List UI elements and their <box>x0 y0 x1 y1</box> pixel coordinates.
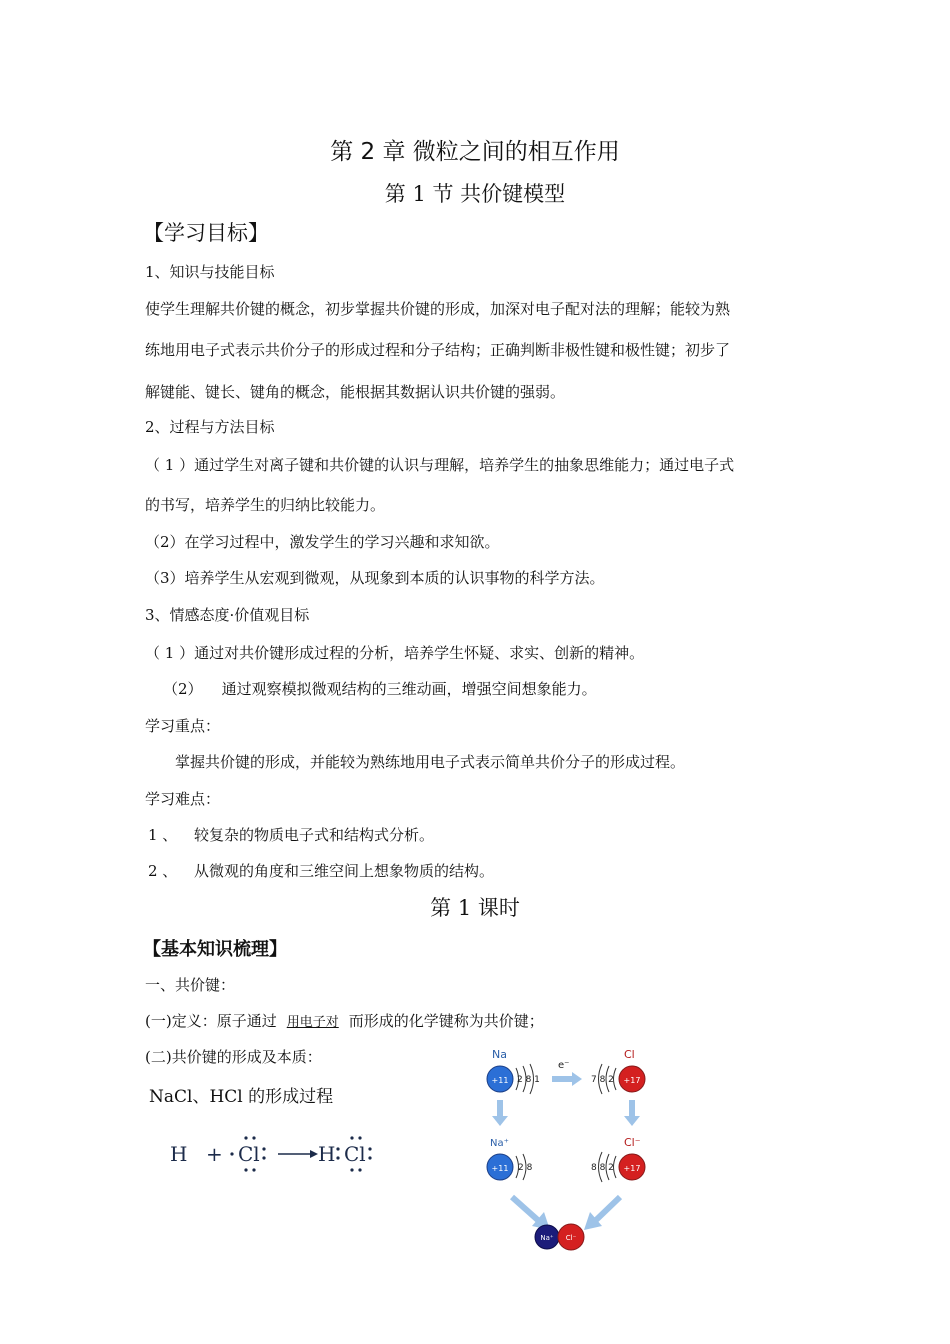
formation-process-label: NaCl、HCl 的形成过程 <box>149 1087 334 1107</box>
cl-ion-core-label: +17 <box>623 1164 641 1173</box>
obj1-line: 练地用电子式表示共价分子的形成过程和分子结构；正确判断非极性键和极性键；初步了 <box>145 341 731 359</box>
section-title: 第 1 节 共价键模型 <box>384 182 566 206</box>
electron-label: e⁻ <box>558 1060 570 1071</box>
electron-dot <box>262 1147 265 1150</box>
plus-sign: + <box>206 1142 223 1166</box>
cl-atom: Cl <box>238 1142 260 1166</box>
electron-dot <box>244 1168 247 1171</box>
cl-ion-shells: 8 8 2 <box>591 1163 614 1173</box>
na-core-label: +11 <box>491 1076 509 1085</box>
arrow-head <box>310 1150 318 1158</box>
na-shells: 2 8 1 <box>517 1075 540 1085</box>
down-arrow <box>497 1100 503 1116</box>
obj2-line: 的书写，培养学生的归纳比较能力。 <box>145 496 386 514</box>
definition-suffix: 而形成的化学键称为共价键； <box>348 1012 544 1030</box>
nacl-diagram-graphic <box>470 1042 670 1257</box>
key-points-heading: 学习重点： <box>145 717 221 735</box>
electron-dot <box>358 1168 361 1171</box>
h-atom: H <box>318 1142 336 1166</box>
electron-dot <box>358 1136 361 1139</box>
na-ion-label: Na⁺ <box>490 1138 509 1149</box>
obj2-line: （2）在学习过程中，激发学生的学习兴趣和求知欲。 <box>145 533 500 551</box>
transfer-arrow <box>552 1076 572 1082</box>
down-arrow <box>629 1100 635 1116</box>
electron-dot <box>368 1156 371 1159</box>
na-ion-core-label: +11 <box>491 1164 509 1173</box>
na-ion-shells: 2 8 <box>518 1163 533 1173</box>
key-points-text: 掌握共价键的形成，并能较为熟练地用电子式表示简单共价分子的形成过程。 <box>175 753 686 771</box>
definition-blank: 用电子对 <box>286 1015 339 1030</box>
formation-heading: (二)共价键的形成及本质： <box>145 1048 322 1066</box>
hcl-equation <box>160 1128 390 1178</box>
difficulty-number: 1 、 <box>148 826 178 844</box>
difficulty-text: 从微观的角度和三维空间上想象物质的结构。 <box>194 862 495 880</box>
obj2-heading: 2、过程与方法目标 <box>145 418 275 436</box>
obj1-heading: 1、知识与技能目标 <box>145 263 275 281</box>
obj2-line: （3）培养学生从宏观到微观，从现象到本质的认识事物的科学方法。 <box>145 569 605 587</box>
hcl-equation-graphic <box>160 1128 390 1178</box>
basic-knowledge-heading: 【基本知识梳理】 <box>143 939 287 960</box>
difficulties-heading: 学习难点： <box>145 790 221 808</box>
diagonal-arrow <box>512 1197 540 1222</box>
covalent-heading: 一、共价键： <box>145 976 236 994</box>
definition-prefix: (一)定义：原子通过 <box>145 1012 277 1030</box>
electron-dot <box>262 1156 265 1159</box>
obj1-line: 使学生理解共价键的概念，初步掌握共价键的形成，加深对电子配对法的理解；能较为熟 <box>145 300 731 318</box>
down-arrow-head <box>624 1116 640 1126</box>
electron-dot <box>336 1156 339 1159</box>
objectives-heading: 【学习目标】 <box>143 221 269 245</box>
na-label: Na <box>492 1048 507 1061</box>
cl-label: Cl <box>624 1048 635 1061</box>
obj3-heading: 3、情感态度·价值观目标 <box>145 606 310 624</box>
difficulty-number: 2 、 <box>148 862 178 880</box>
electron-dot <box>252 1168 255 1171</box>
transfer-arrow-head <box>572 1072 582 1086</box>
obj2-line: （ 1 ）通过学生对离子键和共价键的认识与理解，培养学生的抽象思维能力；通过电子式 <box>145 456 735 474</box>
electron-dot <box>350 1168 353 1171</box>
electron-dot <box>252 1136 255 1139</box>
electron-dot <box>368 1147 371 1150</box>
h-atom: H <box>170 1142 188 1166</box>
difficulty-text: 较复杂的物质电子式和结构式分析。 <box>194 826 435 844</box>
electron-dot <box>244 1136 247 1139</box>
down-arrow-head <box>492 1116 508 1126</box>
obj3-line: （2） 通过观察模拟微观结构的三维动画，增强空间想象能力。 <box>163 680 597 698</box>
electron-dot <box>336 1147 339 1150</box>
electron-dot <box>350 1136 353 1139</box>
pair-na-label: Na⁺ <box>540 1234 554 1242</box>
pair-cl-label: Cl⁻ <box>565 1234 577 1242</box>
diagonal-arrow <box>594 1197 620 1222</box>
chapter-title: 第 2 章 微粒之间的相互作用 <box>330 139 620 165</box>
nacl-formation-diagram <box>470 1042 670 1257</box>
lesson-title: 第 1 课时 <box>430 896 520 920</box>
obj3-line: （ 1 ）通过对共价键形成过程的分析，培养学生怀疑、求实、创新的精神。 <box>145 644 645 662</box>
electron-dot <box>230 1152 233 1155</box>
definition-line <box>145 1010 544 1031</box>
obj1-line: 解键能、键长、键角的概念，能根据其数据认识共价键的强弱。 <box>145 383 566 401</box>
cl-core-label: +17 <box>623 1076 641 1085</box>
cl-shells: 7 8 2 <box>591 1075 614 1085</box>
cl-atom: Cl <box>344 1142 366 1166</box>
cl-ion-label: Cl⁻ <box>624 1136 641 1149</box>
